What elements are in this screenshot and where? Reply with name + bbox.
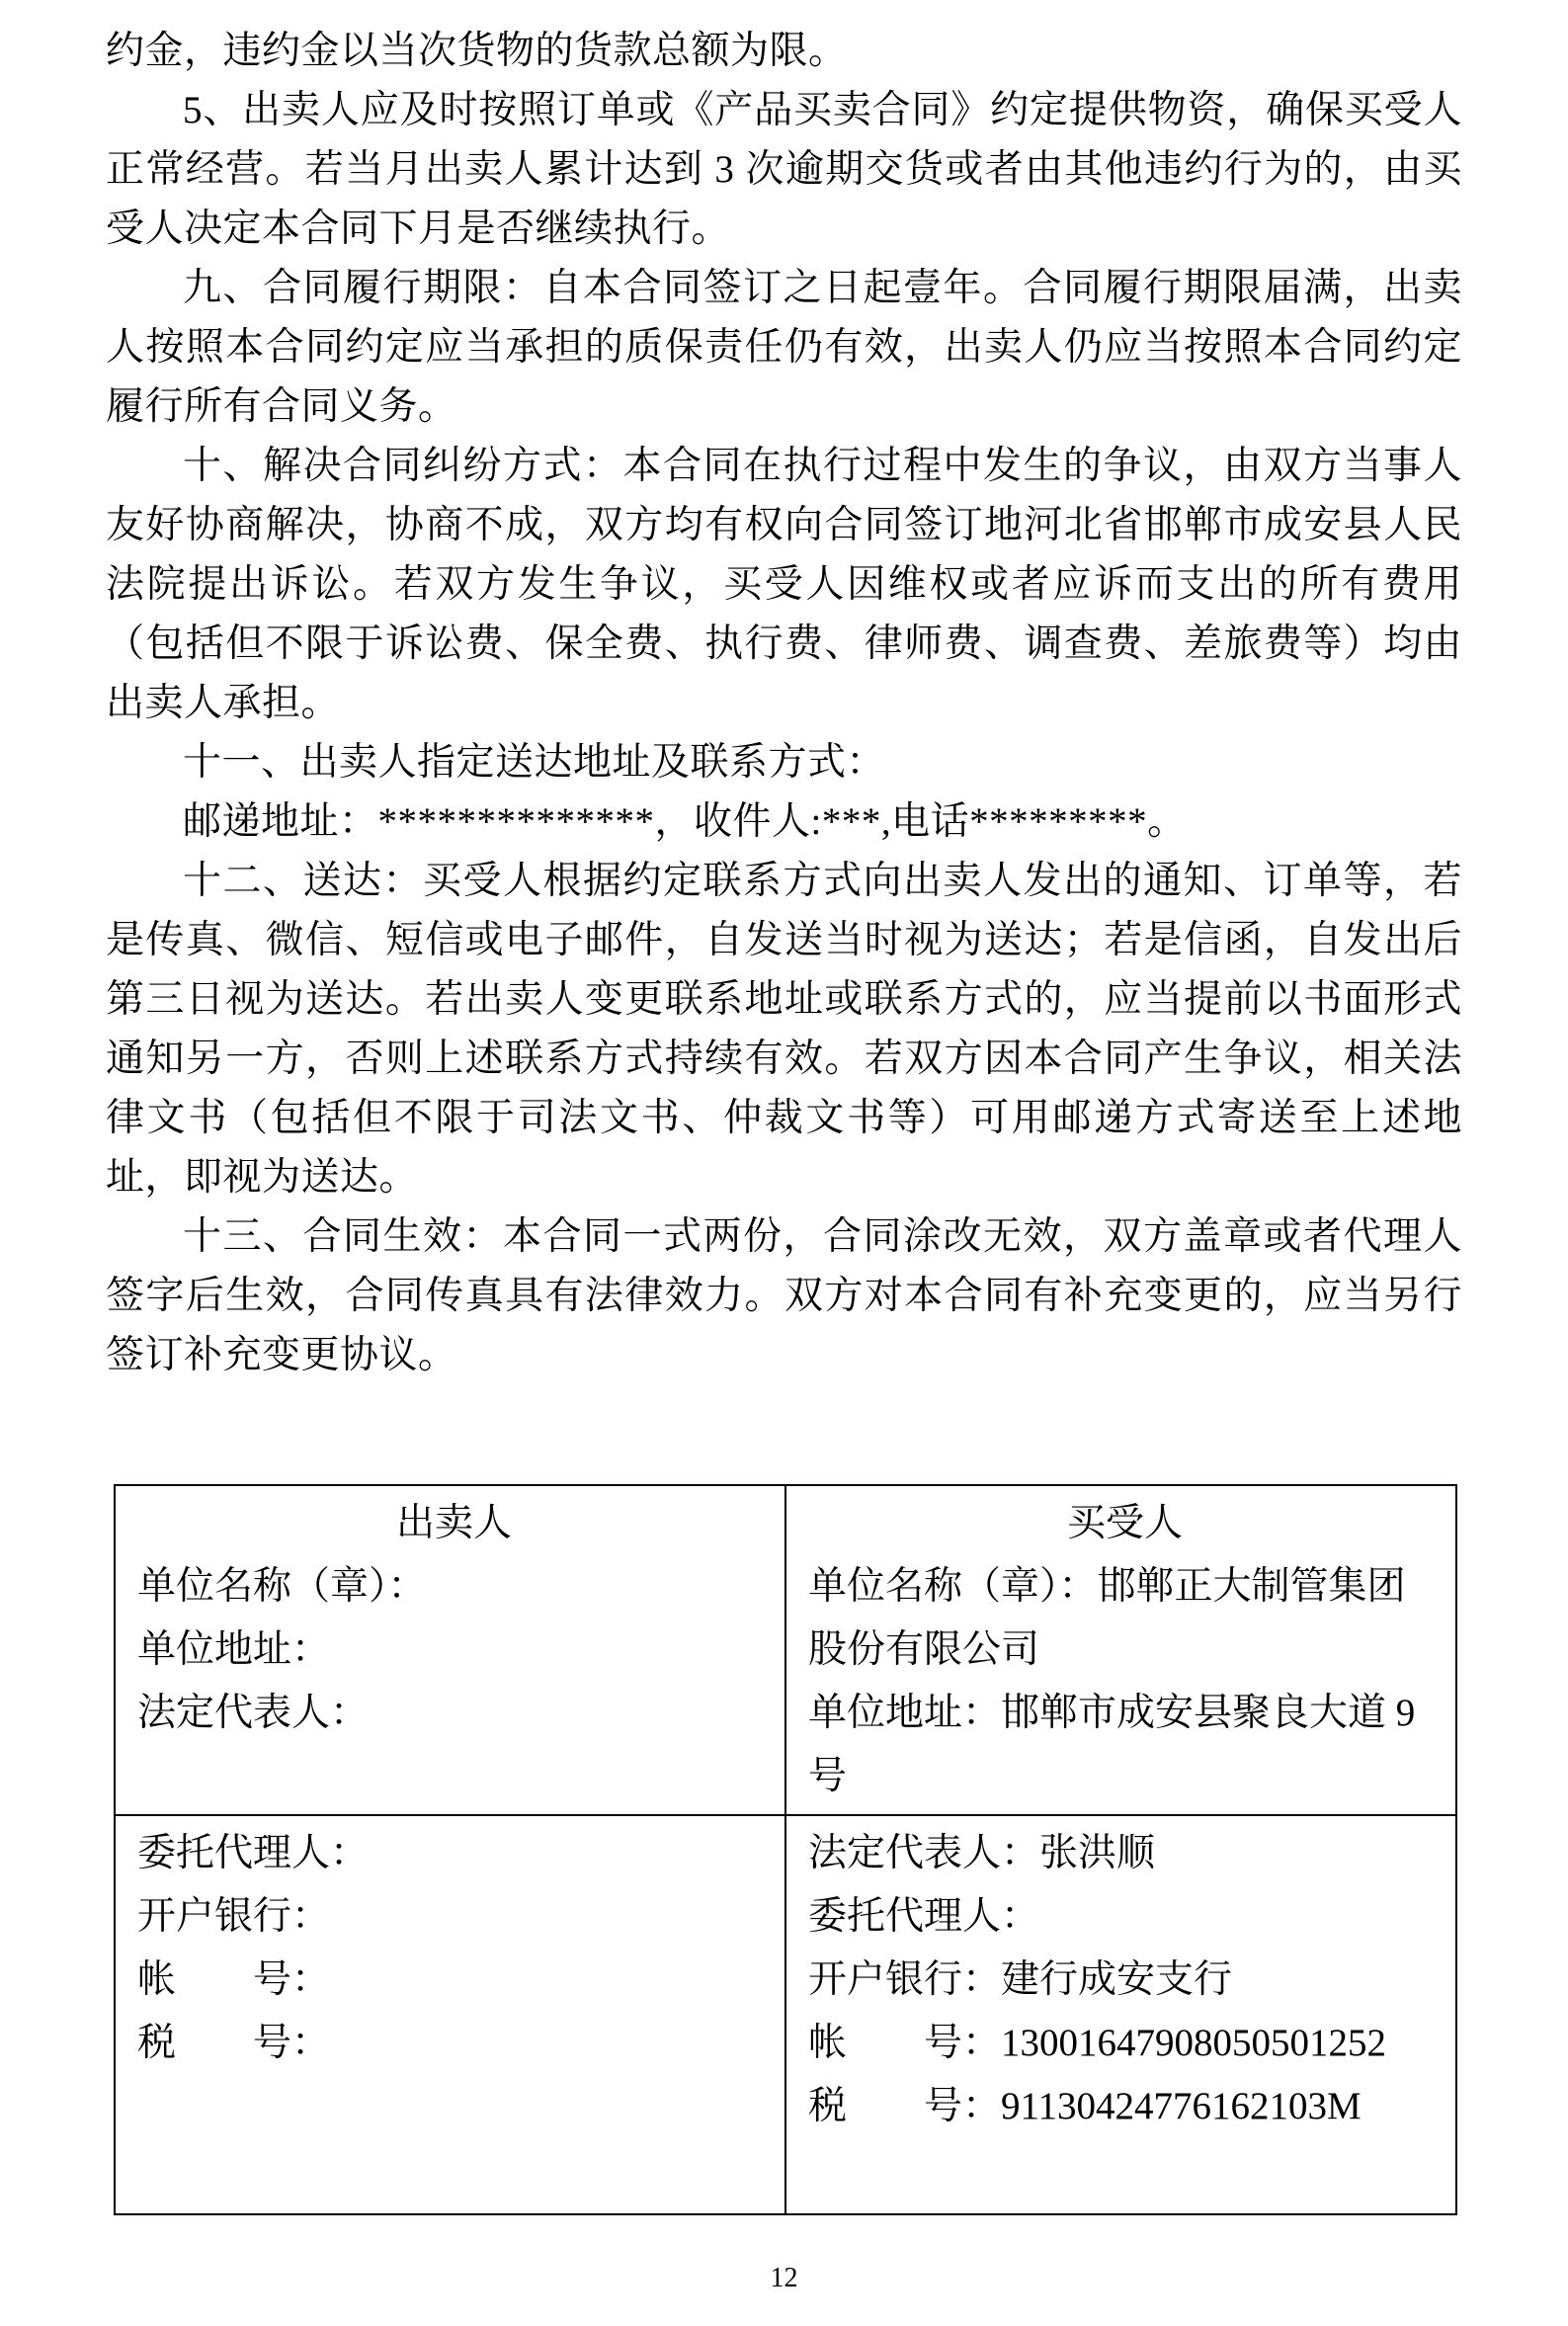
paragraph-clause-11-address: 邮递地址：**************，收件人:***,电话*********。 (183, 800, 1187, 843)
seller-bank-label: 开户银行： (137, 1895, 331, 1938)
seller-legal-representative-label: 法定代表人： (137, 1692, 370, 1734)
paragraph-clause-5: 5、出卖人应及时按照订单或《产品买卖合同》约定提供物资，确保买受人正常经营。若当月出卖人累计达到 3 次逾期交货或者由其他违约行为的，由买受人决定本合同下月是否继续执行。 (106, 89, 1462, 250)
seller-account-label: 帐 号： (137, 1958, 331, 2001)
paragraph-clause-10: 十、解决合同纠纷方式：本合同在执行过程中发生的争议，由双方当事人友好协商解决，协商不成，双方均有权向合同签订地河北省邯郸市成安县人民法院提出诉讼。若双方发生争议，买受人因维权或者应诉而支出的所有费用（包括但不限于诉讼费、保全费、执行费、律师费、调查费、差旅费等）均由出卖人承担。 (106, 445, 1462, 724)
seller-header: 出卖人 (395, 1502, 512, 1544)
paragraph-clause-12: 十二、送达：买受人根据约定联系方式向出卖人发出的通知、订单等，若是传真、微信、短信或电子邮件，自发送当时视为送达；若是信函，自发出后第三日视为送达。若出卖人变更联系地址或联系方式的，应当提前以书面形式通知另一方，否则上述联系方式持续有效。若双方因本合同产生争议，相关法律文书（包括但不限于司法文书、仲裁文书等）可用邮递方式寄送至上述地址，即视为送达。 (106, 860, 1462, 1199)
seller-details-cell (115, 1815, 785, 2214)
page-number: 12 (770, 2263, 798, 2293)
signature-table (114, 1484, 1457, 2215)
buyer-account-number: 帐 号：13001647908050501252 (808, 2022, 1387, 2064)
paragraph-clause-9: 九、合同履行期限：自本合同签订之日起壹年。合同履行期限届满，出卖人按照本合同约定应当承担的质保责任仍有效，出卖人仍应当按照本合同约定履行所有合同义务。 (106, 267, 1462, 428)
table-row-bank-details (115, 1815, 1456, 2214)
buyer-company-name: 单位名称（章）：邯郸正大制管集团股份有限公司 (808, 1565, 1406, 1671)
seller-agent-label: 委托代理人： (137, 1832, 370, 1874)
paragraph-clause-11: 十一、出卖人指定送达地址及联系方式： (183, 741, 886, 784)
paragraph-continuation: 约金，违约金以当次货物的货款总额为限。 (106, 30, 848, 72)
buyer-company-address: 单位地址：邯郸市成安县聚良大道 9 号 (808, 1692, 1416, 1797)
table-row-identity (115, 1485, 1456, 1815)
contract-body (106, 22, 1462, 1385)
buyer-agent-label: 委托代理人： (808, 1895, 1040, 1938)
seller-tax-label: 税 号： (137, 2022, 331, 2064)
seller-company-address-label: 单位地址： (137, 1628, 331, 1671)
buyer-legal-representative: 法定代表人：张洪顺 (808, 1832, 1156, 1874)
buyer-identity-cell (785, 1485, 1456, 1815)
buyer-details-cell (785, 1815, 1456, 2214)
buyer-tax-number: 税 号：91130424776162103M (808, 2085, 1362, 2127)
paragraph-clause-13: 十三、合同生效：本合同一式两份，合同涂改无效，双方盖章或者代理人签字后生效，合同传真具有法律效力。双方对本合同有补充变更的，应当另行签订补充变更协议。 (106, 1215, 1462, 1376)
seller-identity-cell (115, 1485, 785, 1815)
seller-company-name-label: 单位名称（章）： (137, 1565, 427, 1608)
buyer-bank: 开户银行：建行成安支行 (808, 1958, 1233, 2001)
buyer-header: 买受人 (1066, 1502, 1183, 1544)
